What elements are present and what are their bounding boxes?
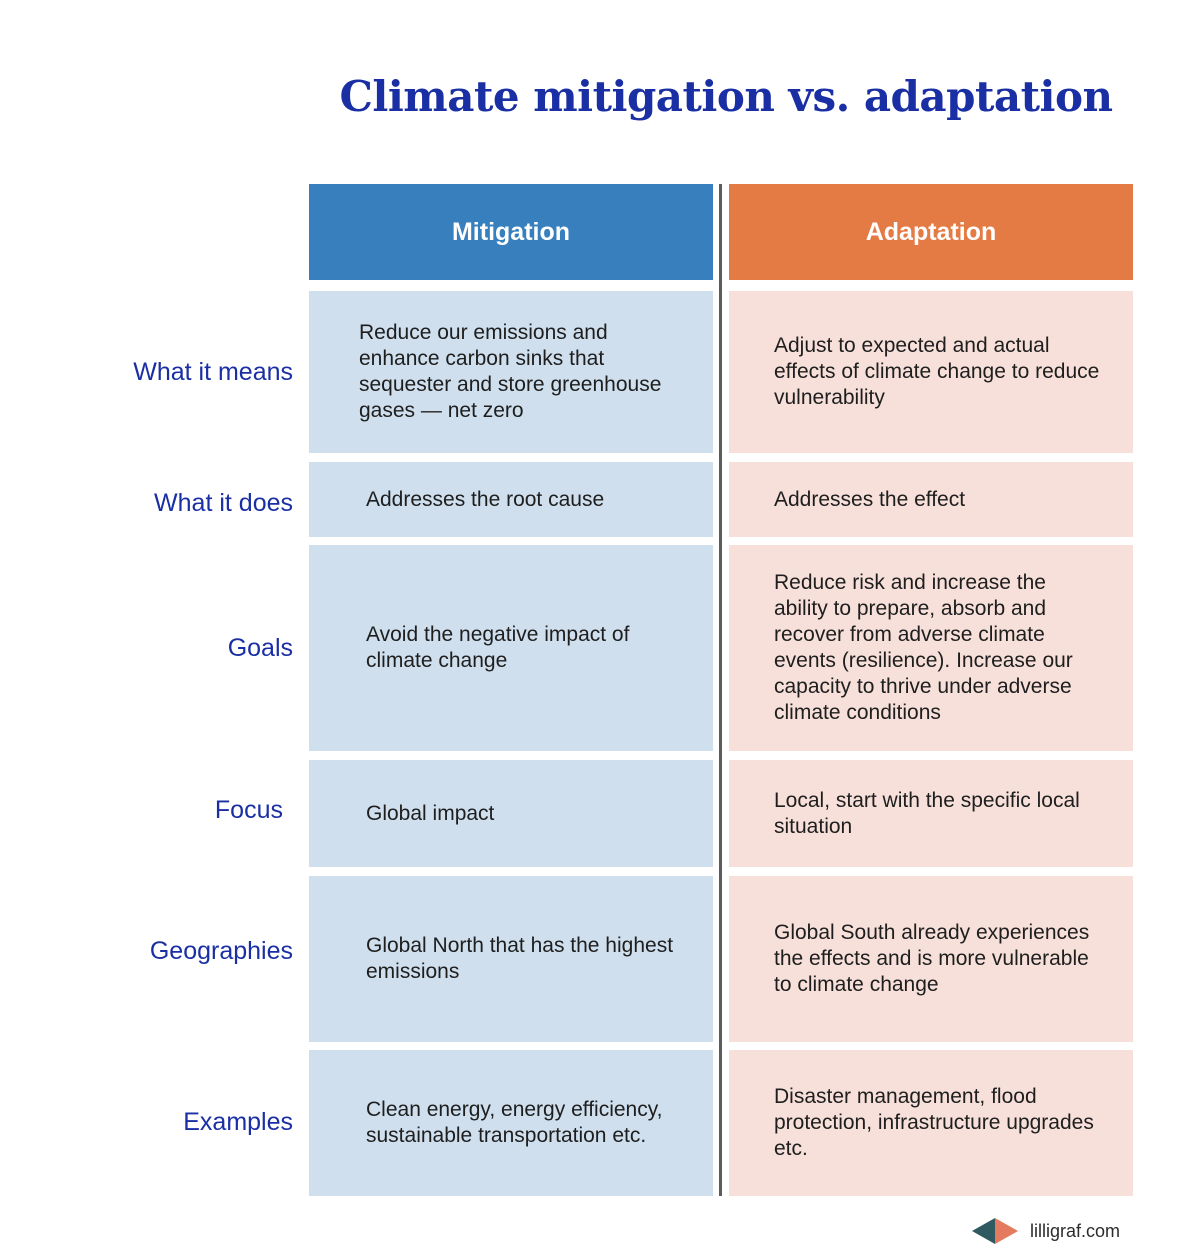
row-label-examples: Examples xyxy=(183,1107,293,1136)
column-divider xyxy=(719,184,722,1196)
row-label-what-it-does: What it does xyxy=(154,488,293,517)
adaptation-cell-what-it-means: Adjust to expected and actual effects of climate change to reduce vulnerability xyxy=(729,291,1133,453)
adaptation-cell-examples: Disaster management, flood protection, infrastructure upgrades etc. xyxy=(729,1050,1133,1196)
adaptation-cell-what-it-does: Addresses the effect xyxy=(729,462,1133,537)
adaptation-cell-goals: Reduce risk and increase the ability to prepare, absorb and recover from adverse climate events (resilience). Increase our capacity to thrive under adverse climate conditions xyxy=(729,545,1133,751)
page-title: Climate mitigation vs. adaptation xyxy=(339,72,1113,121)
mitigation-cell-goals: Avoid the negative impact of climate change xyxy=(309,545,713,751)
mitigation-cell-geographies: Global North that has the highest emissions xyxy=(309,876,713,1042)
mitigation-cell-what-it-means: Reduce our emissions and enhance carbon sinks that sequester and store greenhouse gases — net zero xyxy=(309,291,713,453)
mitigation-cell-focus: Global impact xyxy=(309,760,713,867)
row-label-geographies: Geographies xyxy=(149,936,293,965)
mitigation-header: Mitigation xyxy=(309,184,713,280)
brand-name[interactable]: lilligraf.com xyxy=(1030,1220,1121,1241)
lilligraf-logo-icon xyxy=(972,1218,1018,1244)
adaptation-cell-geographies: Global South already experiences the effects and is more vulnerable to climate change xyxy=(729,876,1133,1042)
mitigation-cell-examples: Clean energy, energy efficiency, sustainable transportation etc. xyxy=(309,1050,713,1196)
adaptation-header: Adaptation xyxy=(729,184,1133,280)
adaptation-cell-focus: Local, start with the specific local situation xyxy=(729,760,1133,867)
row-label-goals: Goals xyxy=(227,633,293,662)
mitigation-cell-what-it-does: Addresses the root cause xyxy=(309,462,713,537)
row-label-what-it-means: What it means xyxy=(133,357,293,386)
brand xyxy=(972,1216,1120,1246)
row-label-focus: Focus xyxy=(214,795,283,824)
